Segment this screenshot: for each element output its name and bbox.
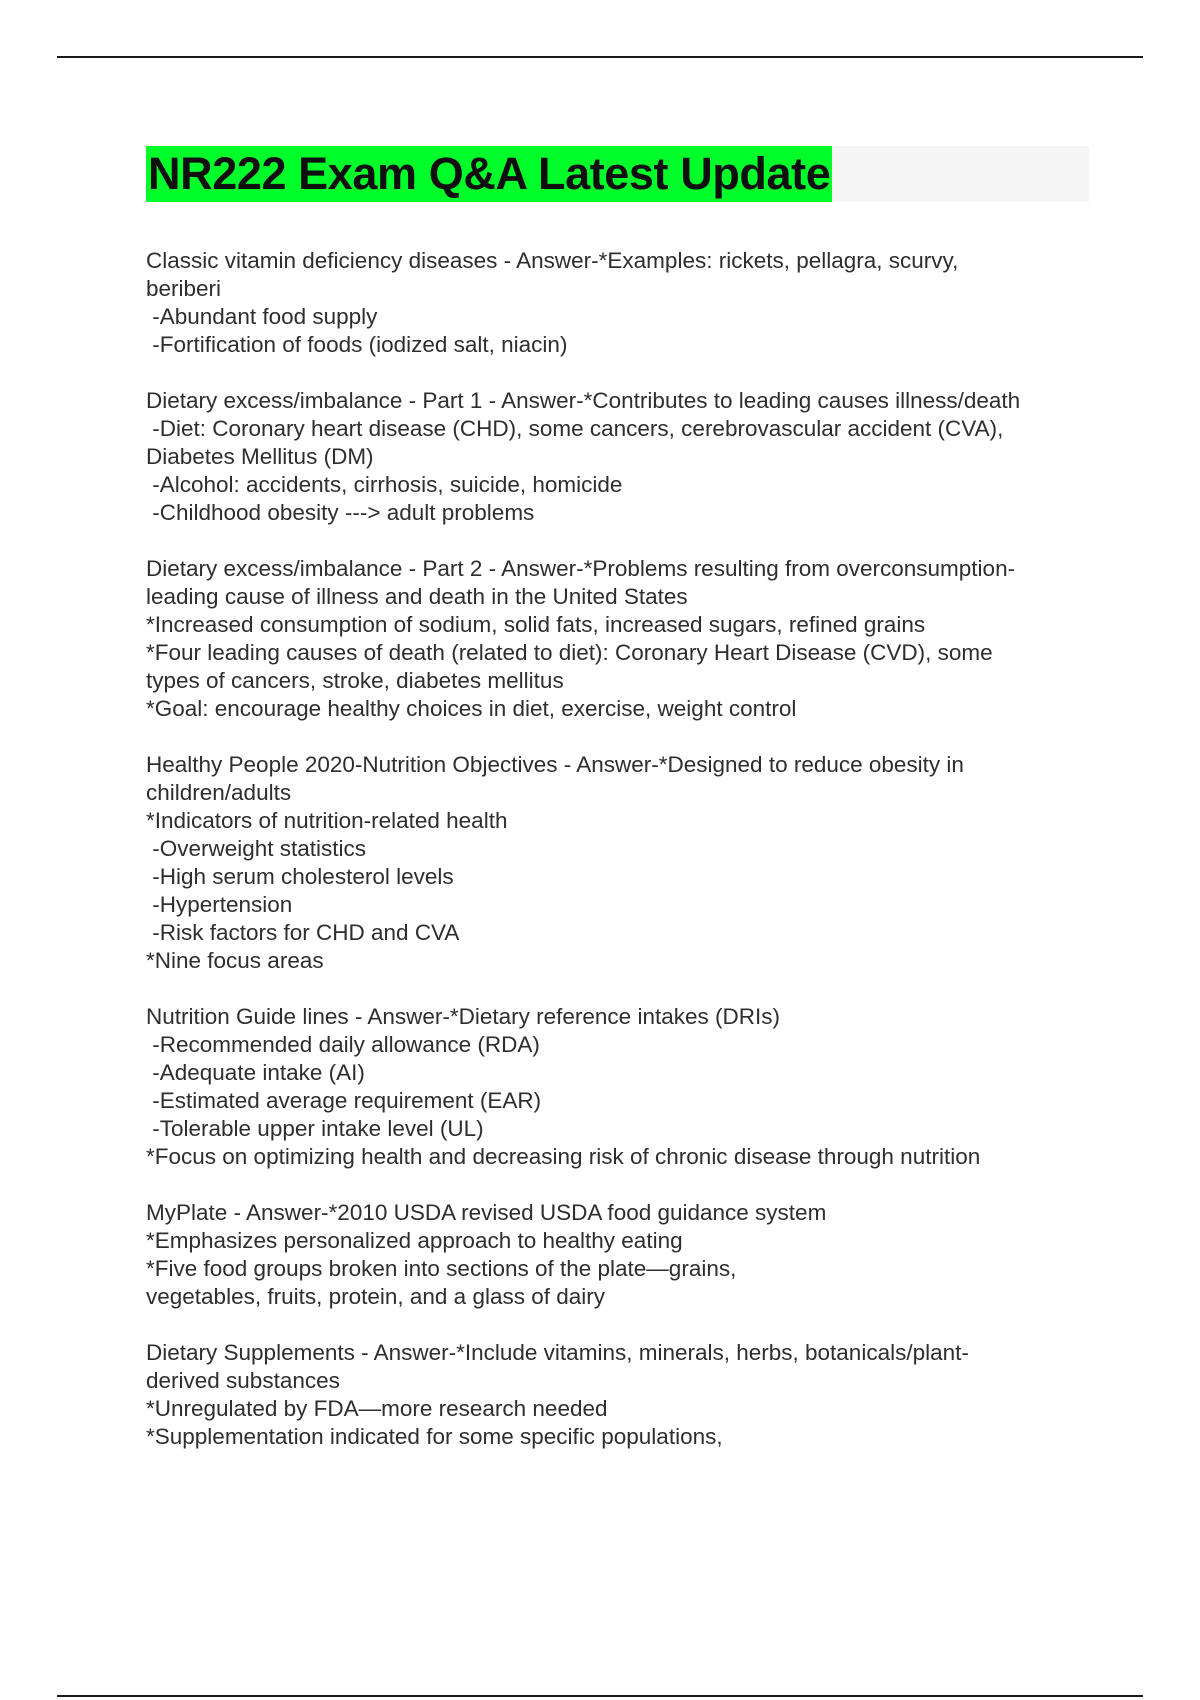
qa-answer-line: *Increased consumption of sodium, solid fats, increased sugars, refined grains bbox=[146, 612, 926, 637]
qa-answer-line: derived substances bbox=[146, 1368, 340, 1393]
qa-answer-line: -Hypertension bbox=[146, 892, 293, 917]
qa-answer-line: *Focus on optimizing health and decreasing risk of chronic disease through nutrition bbox=[146, 1144, 981, 1169]
qa-answer-line: *Emphasizes personalized approach to healthy eating bbox=[146, 1228, 683, 1253]
qa-answer-line: beriberi bbox=[146, 276, 222, 301]
qa-answer-line: -Adequate intake (AI) bbox=[146, 1060, 365, 1085]
qa-answer-line: *Five food groups broken into sections of the plate—grains, bbox=[146, 1256, 737, 1281]
qa-answer-line: vegetables, fruits, protein, and a glass of dairy bbox=[146, 1284, 606, 1309]
qa-answer-line: *Supplementation indicated for some specific populations, bbox=[146, 1424, 723, 1449]
qa-answer-line: *Four leading causes of death (related to diet): Coronary Heart Disease (CVD), some bbox=[146, 640, 993, 665]
qa-answer-line: -Recommended daily allowance (RDA) bbox=[146, 1032, 540, 1057]
qa-answer-line: -Abundant food supply bbox=[146, 304, 378, 329]
qa-answer-line: -Risk factors for CHD and CVA bbox=[146, 920, 460, 945]
qa-entry bbox=[146, 751, 1106, 975]
qa-list bbox=[146, 247, 1106, 1479]
qa-entry bbox=[146, 1339, 1106, 1451]
qa-answer-line: -Overweight statistics bbox=[146, 836, 367, 861]
qa-answer-line: leading cause of illness and death in the United States bbox=[146, 584, 688, 609]
qa-answer-line: *Goal: encourage healthy choices in diet, exercise, weight control bbox=[146, 696, 797, 721]
qa-answer-line: -Tolerable upper intake level (UL) bbox=[146, 1116, 484, 1141]
qa-question-line: Nutrition Guide lines - Answer-*Dietary reference intakes (DRIs) bbox=[146, 1004, 780, 1029]
qa-answer-line: children/adults bbox=[146, 780, 292, 805]
qa-question-line: Healthy People 2020-Nutrition Objectives - Answer-*Designed to reduce obesity in bbox=[146, 752, 964, 777]
qa-answer-line: -Fortification of foods (iodized salt, niacin) bbox=[146, 332, 568, 357]
page-title: NR222 Exam Q&A Latest Update bbox=[146, 146, 832, 202]
qa-question-line: Classic vitamin deficiency diseases - Answer-*Examples: rickets, pellagra, scurvy, bbox=[146, 248, 959, 273]
qa-answer-line: -Estimated average requirement (EAR) bbox=[146, 1088, 542, 1113]
qa-entry bbox=[146, 247, 1106, 359]
top-divider bbox=[57, 56, 1143, 58]
qa-answer-line: *Indicators of nutrition-related health bbox=[146, 808, 508, 833]
qa-entry bbox=[146, 387, 1106, 527]
bottom-divider bbox=[57, 1695, 1143, 1697]
qa-question-line: Dietary Supplements - Answer-*Include vitamins, minerals, herbs, botanicals/plant- bbox=[146, 1340, 969, 1365]
qa-entry bbox=[146, 1199, 1106, 1311]
qa-question-line: Dietary excess/imbalance - Part 2 - Answer-*Problems resulting from overconsumption- bbox=[146, 556, 1016, 581]
qa-entry bbox=[146, 555, 1106, 723]
qa-question-line: Dietary excess/imbalance - Part 1 - Answer-*Contributes to leading causes illness/death bbox=[146, 388, 1021, 413]
qa-answer-line: -High serum cholesterol levels bbox=[146, 864, 454, 889]
qa-answer-line: *Nine focus areas bbox=[146, 948, 324, 973]
qa-answer-line: -Alcohol: accidents, cirrhosis, suicide, homicide bbox=[146, 472, 623, 497]
qa-answer-line: *Unregulated by FDA—more research needed bbox=[146, 1396, 608, 1421]
qa-question-line: MyPlate - Answer-*2010 USDA revised USDA food guidance system bbox=[146, 1200, 827, 1225]
qa-answer-line: -Childhood obesity ---> adult problems bbox=[146, 500, 535, 525]
qa-entry bbox=[146, 1003, 1106, 1171]
qa-answer-line: Diabetes Mellitus (DM) bbox=[146, 444, 374, 469]
qa-answer-line: -Diet: Coronary heart disease (CHD), some cancers, cerebrovascular accident (CVA), bbox=[146, 416, 1004, 441]
qa-answer-line: types of cancers, stroke, diabetes mellitus bbox=[146, 668, 564, 693]
